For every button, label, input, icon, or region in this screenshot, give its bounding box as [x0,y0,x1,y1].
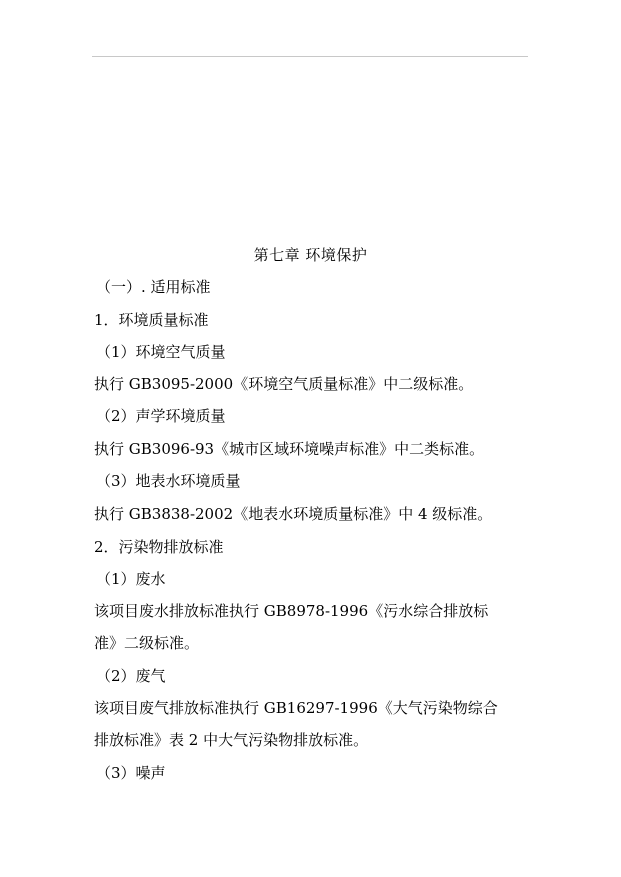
paragraph-text: 该项目废水排放标准执行 GB8978-1996《污水综合排放标 [94,602,489,620]
paragraph-text: 该项目废气排放标准执行 GB16297-1996《大气污染物综合 [94,699,498,717]
header-divider [92,56,528,57]
paragraph-text: 执行 GB3095-2000《环境空气质量标准》中二级标准。 [94,375,474,393]
paragraph-text: 执行 GB3838-2002《地表水环境质量标准》中 4 级标准。 [94,505,493,523]
item-heading: （2）声学环境质量 [96,407,226,425]
item-heading: （1）废水 [96,570,166,588]
subsection-heading: 1．环境质量标准 [94,311,209,329]
paragraph-text: 准》二级标准。 [94,634,200,652]
item-heading: （1）环境空气质量 [96,343,226,361]
item-heading: （3）地表水环境质量 [96,472,241,490]
section-heading: （一）. 适用标准 [96,278,211,296]
paragraph-text: 执行 GB3096-93《城市区域环境噪声标准》中二类标准。 [94,440,485,458]
subsection-heading: 2．污染物排放标准 [94,538,224,556]
paragraph-text: 排放标准》表 2 中大气污染物排放标准。 [94,731,369,749]
item-heading: （3）噪声 [96,764,166,782]
item-heading: （2）废气 [96,667,166,685]
chapter-title: 第七章 环境保护 [253,246,368,264]
